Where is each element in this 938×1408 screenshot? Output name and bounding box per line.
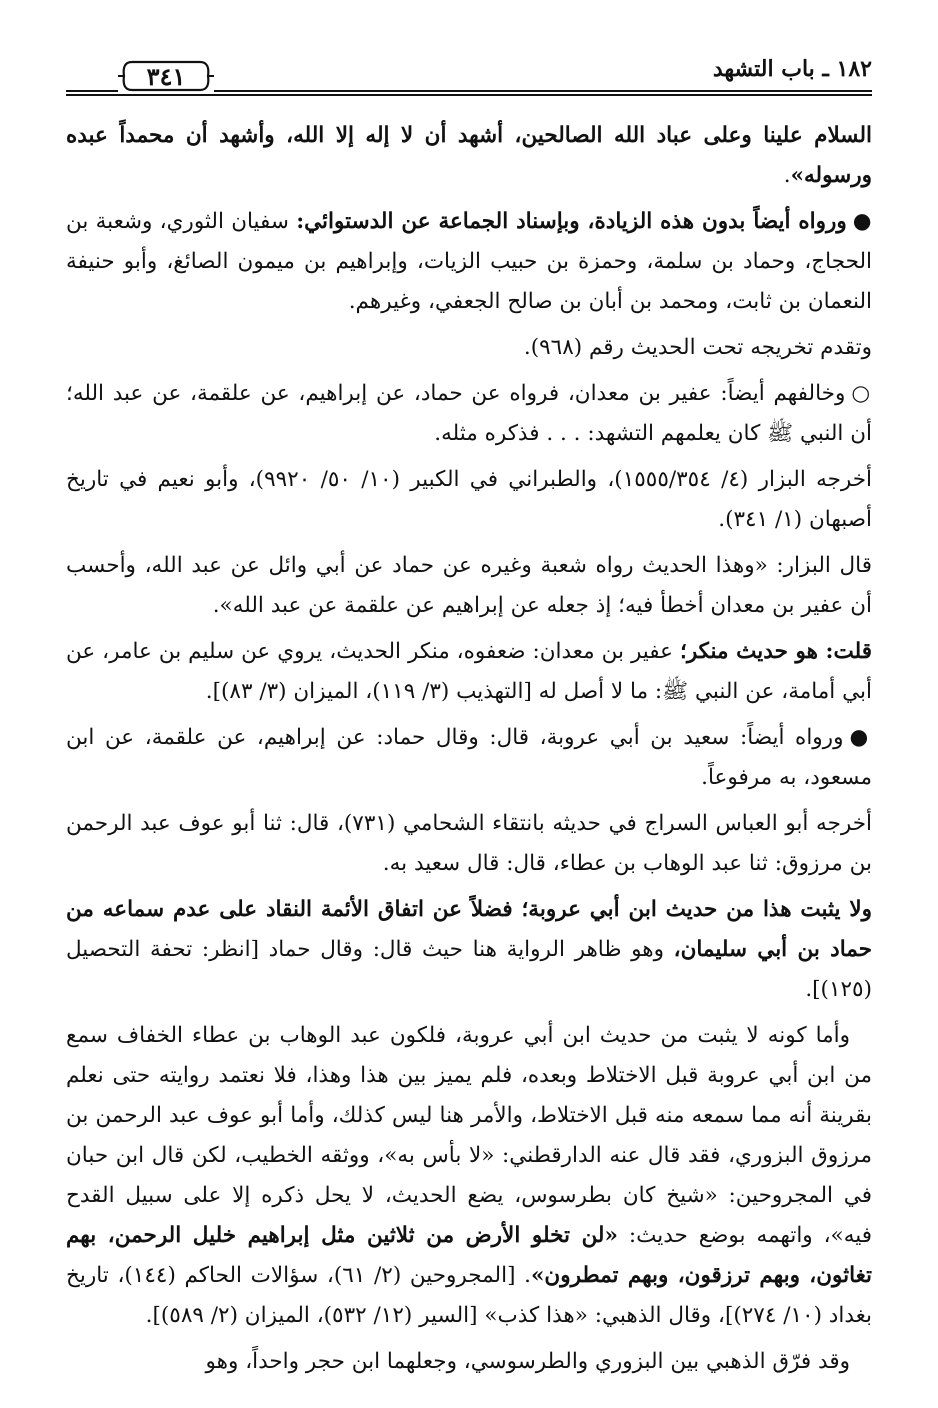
bold-text: قلت: هو حديث منكر؛ — [679, 639, 872, 664]
chapter-title: ١٨٢ ـ باب التشهد — [712, 56, 872, 82]
hollow-bullet-icon: ○ — [851, 381, 872, 406]
body-text: أخرجه البزار (٤/ ١٥٥٥/٣٥٤)، والطبراني في الكبير (١٠/ ٥٠/ ٩٩٢٠)، وأبو نعيم في تاريخ أصبهان (١/ ٣٤١). — [66, 467, 873, 532]
body-text: أخرجه أبو العباس السراج في حديثه بانتقاء الشحامي (٧٣١)، قال: ثنا أبو عوف عبد الرحمن بن مرزوق: ثنا عبد الوهاب بن عطاء، قال: قال سعيد به. — [66, 811, 872, 876]
paragraph — [66, 116, 872, 196]
page-number-frame — [118, 58, 214, 94]
body-text: ورواه أيضاً: سعيد بن أبي عروبة، قال: وقال حماد: عن إبراهيم، عن علقمة، عن ابن مسعود، به مرفوعاً. — [66, 725, 872, 790]
body-text: . — [783, 163, 791, 188]
bullet-icon: ● — [849, 725, 872, 750]
paragraph — [66, 718, 872, 798]
paragraph — [66, 1016, 872, 1336]
paragraph — [66, 460, 872, 540]
body-text: . [المجروحين (٢/ ٦١)، سؤالات الحاكم (١٤٤)، تاريخ بغداد (١٠/ ٢٧٤)]، وقال الذهبي: «هذا كذب» [السير (١٢/ ٥٣٢)، الميزان (٢/ ٥٨٩)]. — [66, 1263, 872, 1328]
page-body — [66, 116, 872, 1388]
bullet-icon: ● — [852, 209, 872, 234]
body-text: وهو ظاهر الرواية هنا حيث قال: وقال حماد [انظر: تحفة التحصيل (١٢٥)]. — [66, 937, 872, 1002]
body-text: وقد فرّق الذهبي بين البزوري والطرسوسي، وجعلهما ابن حجر واحداً، وهو — [205, 1349, 850, 1374]
paragraph — [66, 546, 872, 626]
body-text: قال البزار: «وهذا الحديث رواه شعبة وغيره عن حماد عن أبي وائل عن عبد الله، وأحسب أن عفير بن معدان أخطأ فيه؛ إذ جعله عن إبراهيم عن علقمة عن عبد الله». — [66, 553, 872, 618]
body-text: وأما كونه لا يثبت من حديث ابن أبي عروبة، فلكون عبد الوهاب بن عطاء الخفاف سمع من ابن أبي عروبة قبل الاختلاط وبعده، فلم يميز بين هذا وهذا، فلا نعتمد روايته حتى نعلم بقرينة أنه مما سمعه منه قبل الاختلاط، والأمر هنا ليس كذلك، وأما أبو عوف عبد الرحمن بن مرزوق البزوري، فقد قال عنه الدارقطني: «لا بأس به»، ووثقه الخطيب، لكن قال ابن حبان في المجروحين: «شيخ كان بطرسوس، يضع الحديث، لا يحل ذكره إلا على سبيل القدح فيه»، واتهمه بوضع حديث: — [66, 1023, 872, 1248]
paragraph — [66, 1342, 872, 1382]
page-header — [66, 50, 872, 98]
body-text: وخالفهم أيضاً: عفير بن معدان، فرواه عن حماد، عن إبراهيم، عن علقمة، عن عبد الله؛ أن النبي ﷺ كان يعلمهم التشهد: . . . فذكره مثله. — [66, 381, 872, 446]
body-text: وتقدم تخريجه تحت الحديث رقم (٩٦٨). — [523, 335, 872, 360]
paragraph — [66, 804, 872, 884]
paragraph — [66, 374, 872, 454]
paragraph — [66, 632, 872, 712]
page-number: ٣٤١ — [146, 61, 186, 91]
bold-text: ولا يثبت هذا من حديث ابن أبي عروبة؛ فضلاً عن اتفاق الأئمة النقاد على عدم سماعه من حماد بن أبي سليمان، — [66, 897, 872, 962]
body-text: عفير بن معدان: ضعفوه، منكر الحديث، يروي عن سليم بن عامر، عن أبي أمامة، عن النبي ﷺ: ما لا أصل له [التهذيب (٣/ ١١٩)، الميزان (٣/ ٨٣)]. — [66, 639, 872, 704]
paragraph — [66, 328, 872, 368]
body-text: سفيان الثوري، وشعبة بن الحجاج، وحماد بن سلمة، وحمزة بن حبيب الزيات، وإبراهيم بن ميمون الصائغ، وأبو حنيفة النعمان بن ثابت، ومحمد بن أبان بن صالح الجعفي، وغيرهم. — [66, 209, 872, 314]
bold-text: ورواه أيضاً بدون هذه الزيادة، وبإسناد الجماعة عن الدستوائي: — [296, 209, 847, 234]
paragraph — [66, 890, 872, 1010]
bold-text: «لن تخلو الأرض من ثلاثين مثل إبراهيم خليل الرحمن، بهم تغاثون، وبهم ترزقون، وبهم تمطرون» — [66, 1223, 872, 1288]
paragraph — [66, 202, 872, 322]
bold-text: السلام علينا وعلى عباد الله الصالحين، أشهد أن لا إله إلا الله، وأشهد أن محمداً عبده ورسوله» — [66, 123, 872, 188]
